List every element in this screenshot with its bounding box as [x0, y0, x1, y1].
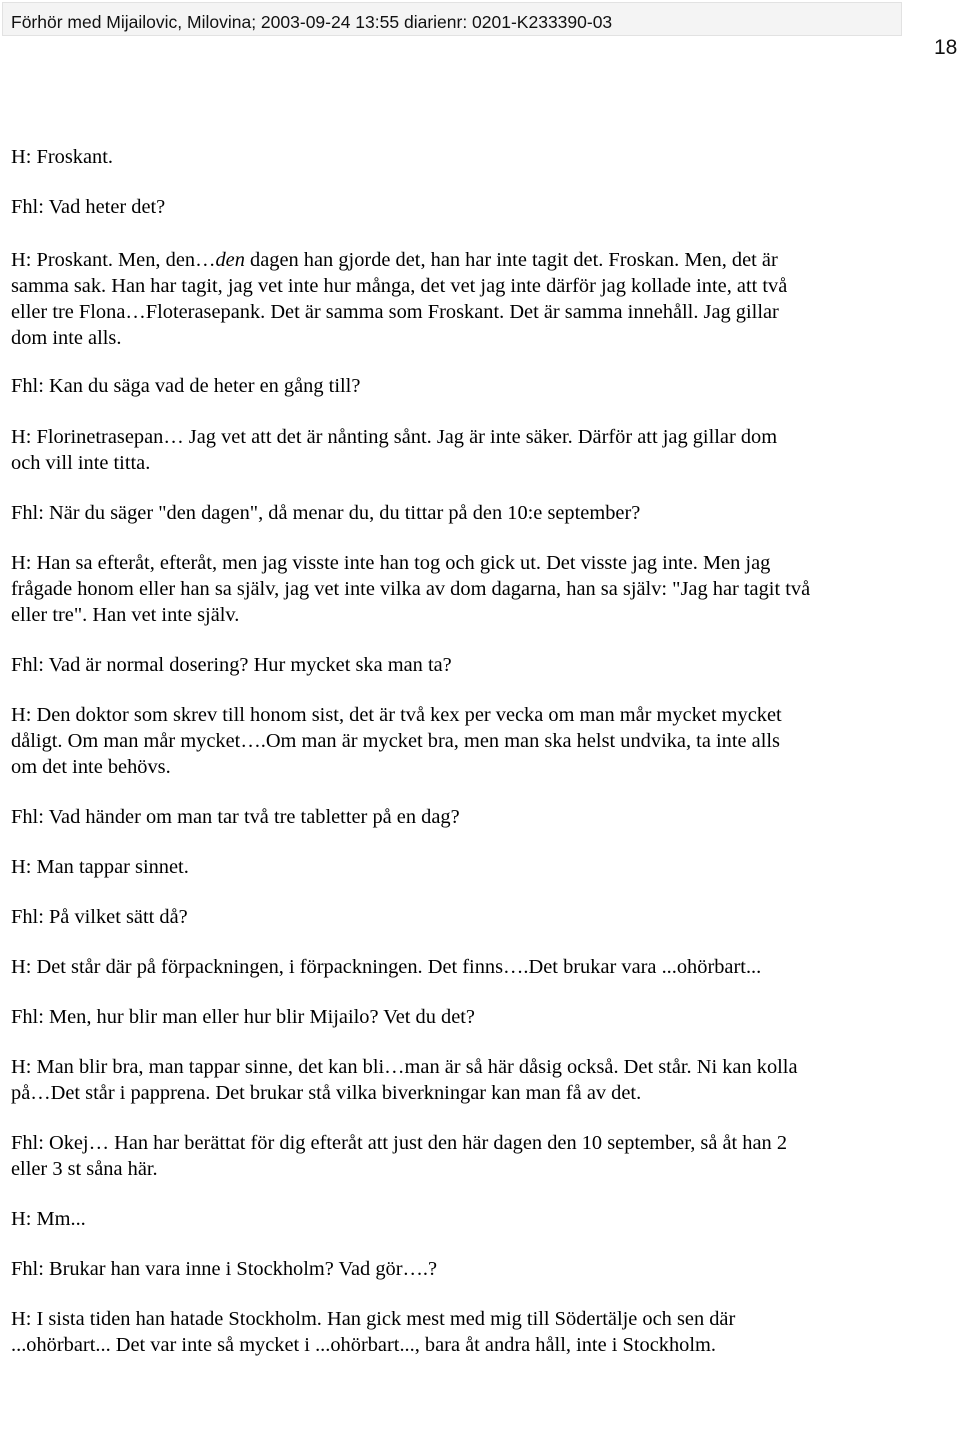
- transcript-paragraph: [11, 854, 811, 880]
- paragraph-text: H: Florinetrasepan… Jag vet att det är nånting sånt. Jag är inte säker. Därför att jag gillar dom och vill inte titta.: [11, 426, 778, 474]
- transcript-paragraph: [11, 804, 811, 830]
- transcript-paragraph: [11, 247, 811, 351]
- transcript-paragraph: [11, 500, 811, 526]
- transcript-paragraph: [11, 424, 811, 476]
- transcript-paragraph: [11, 1004, 811, 1030]
- transcript-paragraph: [11, 1130, 811, 1182]
- paragraph-text: H: Man blir bra, man tappar sinne, det kan bli…man är så här dåsig också. Det står. Ni kan kolla på…Det står i papprena. Det brukar stå vilka biverkningar kan man få av det.: [11, 1056, 798, 1104]
- transcript-paragraph: [11, 1256, 811, 1282]
- paragraph-text: Fhl: När du säger "den dagen", då menar du, du tittar på den 10:e september?: [11, 502, 641, 524]
- paragraph-text: H: Froskant.: [11, 146, 113, 168]
- paragraph-text: dagen han gjorde det, han har inte tagit det. Froskan. Men, det är samma sak. Han har tagit, jag vet inte hur många, det vet jag inte därför jag kollade inte, att två eller tre Flona…Floterasepank. Det är samma som Froskant. Det är samma innehåll. Jag gillar dom inte alls.: [11, 249, 788, 349]
- paragraph-text: H: Man tappar sinnet.: [11, 856, 189, 878]
- emphasized-text: den: [215, 249, 245, 271]
- paragraph-text: H: Proskant. Men, den…: [11, 249, 216, 271]
- transcript-paragraph: [11, 1054, 811, 1106]
- paragraph-text: Fhl: Vad heter det?: [11, 196, 166, 218]
- paragraph-text: Fhl: Kan du säga vad de heter en gång till?: [11, 375, 361, 397]
- transcript-paragraph: [11, 373, 811, 399]
- transcript-paragraph: [11, 550, 811, 628]
- transcript-body: [11, 144, 811, 1382]
- paragraph-text: Fhl: Okej… Han har berättat för dig efteråt att just den här dagen den 10 september, så åt han 2 eller 3 st såna här.: [11, 1132, 788, 1180]
- paragraph-text: H: I sista tiden han hatade Stockholm. Han gick mest med mig till Södertälje och sen där ...ohörbart... Det var inte så mycket i ...ohörbart..., bara åt andra håll, inte i Stockholm.: [11, 1308, 736, 1356]
- transcript-paragraph: [11, 954, 811, 980]
- paragraph-text: Fhl: På vilket sätt då?: [11, 906, 188, 928]
- paragraph-text: Fhl: Vad händer om man tar två tre tabletter på en dag?: [11, 806, 460, 828]
- transcript-paragraph: [11, 1206, 811, 1232]
- transcript-paragraph: [11, 652, 811, 678]
- transcript-paragraph: [11, 144, 811, 170]
- paragraph-text: H: Det står där på förpackningen, i förpackningen. Det finns….Det brukar vara ...ohörbart...: [11, 956, 762, 978]
- paragraph-text: Fhl: Men, hur blir man eller hur blir Mijailo? Vet du det?: [11, 1006, 475, 1028]
- document-header-title: Förhör med Mijailovic, Milovina; 2003-09-24 13:55 diarienr: 0201-K233390-03: [11, 12, 613, 32]
- paragraph-text: Fhl: Brukar han vara inne i Stockholm? Vad gör….?: [11, 1258, 438, 1280]
- paragraph-text: H: Mm...: [11, 1208, 86, 1230]
- transcript-paragraph: [11, 702, 811, 780]
- document-header-bar: [2, 2, 902, 36]
- page-number: 18: [934, 36, 958, 59]
- transcript-paragraph: [11, 194, 811, 220]
- paragraph-text: H: Den doktor som skrev till honom sist, det är två kex per vecka om man mår mycket mycket dåligt. Om man mår mycket….Om man är mycket bra, men man ska helst undvika, ta inte alls om det inte behövs.: [11, 704, 782, 778]
- paragraph-text: Fhl: Vad är normal dosering? Hur mycket ska man ta?: [11, 654, 452, 676]
- transcript-paragraph: [11, 1306, 811, 1358]
- paragraph-text: H: Han sa efteråt, efteråt, men jag visste inte han tog och gick ut. Det visste jag inte. Men jag frågade honom eller han sa själv, jag vet inte vilka av dom dagarna, han sa själv: "Jag har tagit två eller tre". Han vet inte själv.: [11, 552, 811, 626]
- transcript-paragraph: [11, 904, 811, 930]
